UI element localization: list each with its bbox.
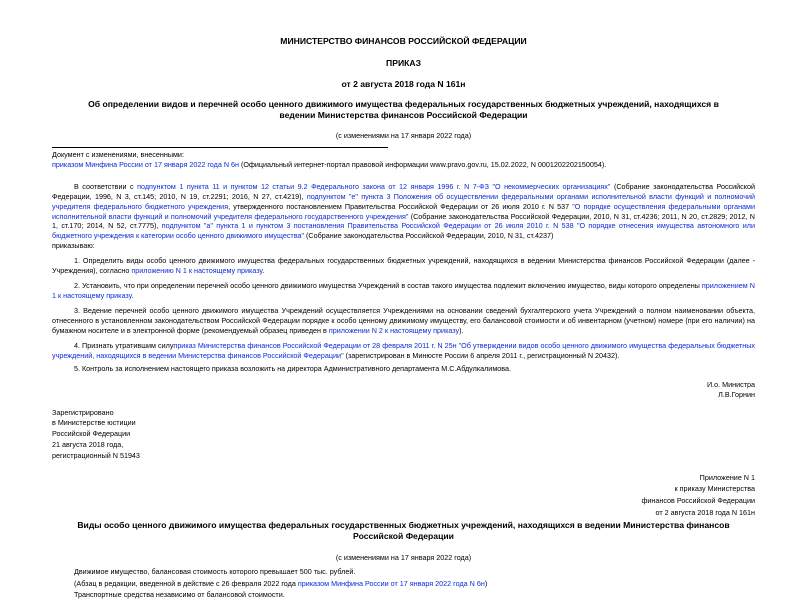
doc-type-heading: ПРИКАЗ	[386, 57, 421, 68]
item-4-text: 4. Признать утратившим силу	[74, 340, 174, 350]
separator-rule	[52, 147, 388, 148]
appendix-line-2: к приказу Министерства	[674, 484, 755, 494]
item-3	[52, 306, 755, 336]
appendix-title: Виды особо ценного движимого имущества федеральных государственных бюджетных учреждений, находящихся в ведении Министерства финансов Российской Федерации	[77, 520, 730, 542]
preamble-link-3[interactable]: "О порядке осуществления федеральными органами исполнительной власти функций и полномочий учредителя федерального государственного учреждения"	[52, 201, 755, 221]
order-word: приказываю:	[52, 241, 95, 251]
changes-label: Документ с изменениями, внесенными:	[52, 149, 184, 159]
preamble-text-1: В соответствии с	[74, 181, 138, 191]
item-1-text: 1. Определить виды особо ценного движимого имущества федеральных государственных бюджетных учреждений, находящихся в ведении Министерства финансов Российской Федерации (далее - Учреждения), согласно	[52, 256, 755, 276]
item-2	[52, 281, 755, 301]
changes-after: (Официальный интернет-портал правовой информации www.pravo.gov.ru, 15.02.2022, N 0001202202150054).	[238, 159, 607, 169]
item-5: 5. Контроль за исполнением настоящего приказа возложить на директора Административного департамента М.С.Абдулкалимова.	[74, 363, 511, 373]
date-number-heading: от 2 августа 2018 года N 161н	[341, 78, 466, 89]
registration-line-5: регистрационный N 51943	[52, 450, 140, 460]
item-4-link[interactable]: приказ Министерства финансов Российской Федерации от 28 февраля 2011 г. N 25н "Об утверждении видов особо ценного движимого имущества федеральных бюджетных учреждений, находящихся в ведении Министерства финансов Российской Федерации"	[52, 340, 755, 360]
appendix-line-3: финансов Российской Федерации	[641, 495, 755, 505]
changes-line	[52, 160, 755, 170]
item-3-link[interactable]: приложении N 2 к настоящему приказу	[328, 325, 460, 335]
appendix-line-4: от 2 августа 2018 года N 161н	[655, 507, 755, 517]
preamble-link-4[interactable]: подпунктом "а" пункта 1 и пунктом 3 постановления Правительства Российской Федерации от 26 июля 2010 г. N 538 "О порядке отнесения имущества автономного или бюджетного учреждения к категории особо ценного движимого имущества"	[52, 221, 755, 241]
registration-line-3: Российской Федерации	[52, 429, 131, 439]
preamble-text-5: (Собрание законодательства Российской Федерации, 2010, N 31, ст.4237)	[304, 231, 554, 241]
preamble-link-1[interactable]: подпунктом 1 пункта 11 и пунктом 12 статьи 9.2 Федерального закона от 12 января 1996 г. N 7-ФЗ "О некоммерческих организациях"	[137, 181, 611, 191]
preamble-link-2[interactable]: подпунктом "е" пункта 3 Положения об осуществлении федеральными органами исполнительной власти функций и полномочий учредителя федерального бюджетного учреждения	[52, 191, 755, 211]
registration-line-1: Зарегистрировано	[52, 407, 114, 417]
appendix-body	[52, 566, 755, 599]
item-4	[52, 341, 755, 361]
order-title: Об определении видов и перечней особо ценного движимого имущества федеральных государственных бюджетных учреждений, находящихся в ведении Министерства финансов Российской Федерации	[88, 98, 719, 120]
appendix-header	[52, 472, 755, 519]
item-3-text: 3. Ведение перечней особо ценного движимого имущества Учреждений осуществляется Учреждениями на основании сведений бухгалтерского учета Учреждений о полном наименовании объекта, отнесенного в установленном законодательством Российской Федерации порядке к особо ценному движимому имуществу, его балансовой стоимости и об инвентарном (учетном) номере (при его наличии) на бумажном носителе и в электронной форме (рекомендуемый образец приведен в	[52, 306, 755, 335]
ministry-heading: МИНИСТЕРСТВО ФИНАНСОВ РОССИЙСКОЙ ФЕДЕРАЦИИ	[280, 36, 527, 46]
changes-block	[52, 150, 755, 170]
appendix-line-1: Приложение N 1	[699, 472, 755, 482]
registration-line-4: 21 августа 2018 года,	[52, 439, 124, 449]
appendix-p1: Движимое имущество, балансовая стоимость которого превышает 500 тыс. рублей.	[74, 567, 356, 577]
item-4-end: (зарегистрирован в Минюсте России 6 апреля 2011 г., регистрационный N 20432).	[343, 350, 620, 360]
preamble-paragraph	[52, 182, 755, 242]
item-1-end: .	[262, 266, 265, 276]
changes-note: (с изменениями на 17 января 2022 года)	[335, 130, 472, 140]
item-2-end: .	[131, 291, 134, 301]
item-2-text: 2. Установить, что при определении перечней особо ценного движимого имущества Учреждений в состав такого имущества подлежит включению имущество, виды которого определены	[74, 281, 702, 291]
signature-name: Л.В.Горнин	[718, 389, 755, 399]
item-3-end: ).	[459, 325, 464, 335]
changes-link[interactable]: приказом Минфина России от 17 января 2022 года N 6н	[52, 159, 239, 169]
preamble-text-3: , утвержденного постановлением Правительства Российской Федерации от 26 июля 2010 г. N 537	[228, 201, 573, 211]
item-1-link[interactable]: приложению N 1 к настоящему приказу	[131, 266, 263, 276]
appendix-p2-text: (Абзац в редакции, введенной в действие с 26 февраля 2022 года	[74, 578, 298, 588]
appendix-p2-end: )	[484, 578, 488, 588]
item-1	[52, 256, 755, 276]
signature-block	[52, 380, 755, 400]
item-2-link[interactable]: приложением N 1 к настоящему приказу	[52, 281, 755, 301]
appendix-p2-link[interactable]: приказом Минфина России от 17 января 2022 года N 6н	[297, 578, 485, 588]
preamble-text-2: (Собрание законодательства Российской Федерации, 1996, N 3, ст.145; 2010, N 19, ст.2291; 2016, N 27, ст.4219),	[52, 181, 756, 201]
preamble-text-4: (Собрание законодательства Российской Федерации, 2010, N 31, ст.4236; 2011, N 20, ст.2829; 2012, N 1, ст.170; 2014, N 52, ст.7775),	[52, 211, 755, 231]
appendix-p2	[52, 578, 755, 589]
appendix-changes-note: (с изменениями на 17 января 2022 года)	[335, 552, 472, 562]
signature-role: И.о. Министра	[706, 379, 755, 389]
registration-block	[52, 408, 755, 462]
appendix-p3: Транспортные средства независимо от балансовой стоимости.	[74, 589, 285, 599]
registration-line-2: в Министерстве юстиции	[52, 418, 136, 428]
